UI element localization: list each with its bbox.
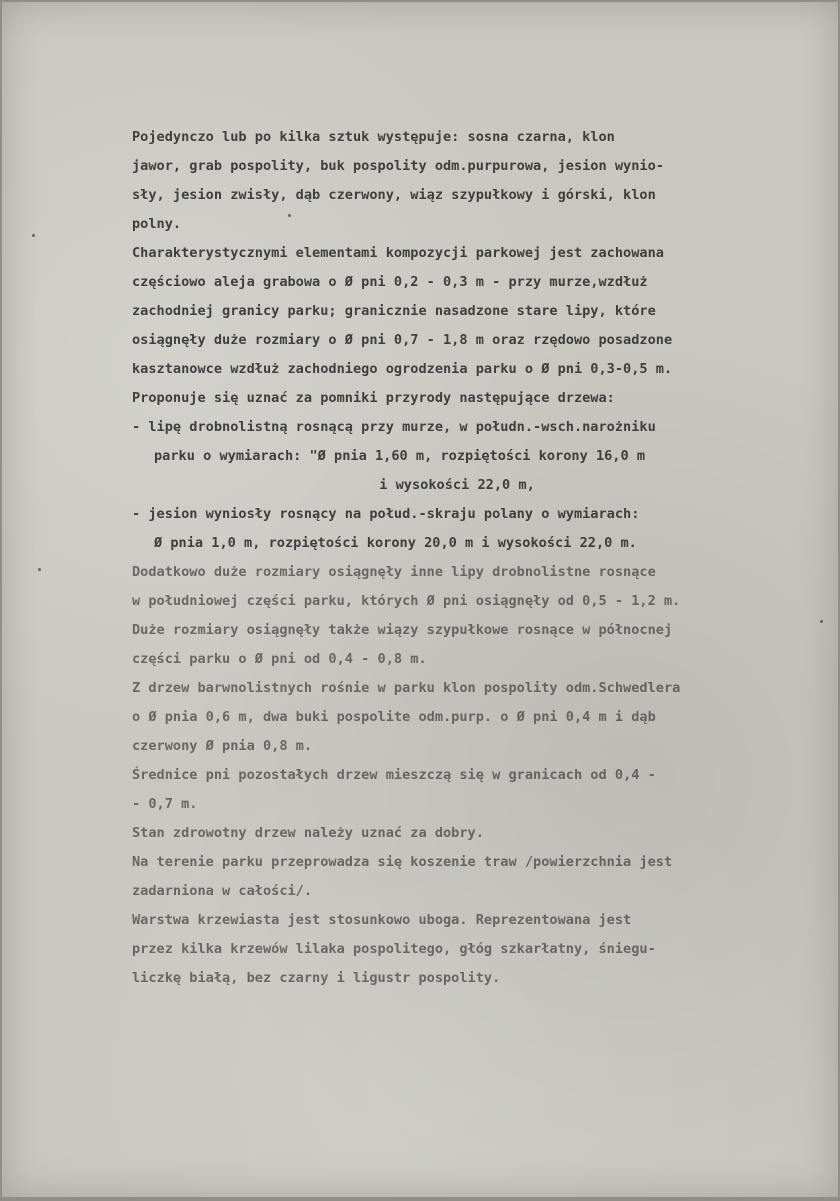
document-body <box>132 123 822 993</box>
text-line: Proponuje się uznać za pomniki przyrody następujące drzewa: <box>132 390 615 406</box>
text-line: kasztanowce wzdłuż zachodniego ogrodzenia parku o Ø pni 0,3-0,5 m. <box>132 361 673 377</box>
text-line: parku o wymiarach: "Ø pnia 1,60 m, rozpiętości korony 16,0 m <box>154 448 646 464</box>
text-line: częściowo aleja grabowa o Ø pni 0,2 - 0,3 m - przy murze,wzdłuż <box>132 274 648 290</box>
text-line: Z drzew barwnolistnych rośnie w parku klon pospolity odm.Schwedlera <box>132 680 681 696</box>
text-line: w południowej części parku, których Ø pni osiągnęły od 0,5 - 1,2 m. <box>132 593 681 609</box>
text-line: osiągnęły duże rozmiary o Ø pni 0,7 - 1,8 m oraz rzędowo posadzone <box>132 332 673 348</box>
text-line: Dodatkowo duże rozmiary osiągnęły inne lipy drobnolistne rosnące <box>132 564 656 580</box>
text-line: liczkę białą, bez czarny i ligustr pospolity. <box>132 970 501 986</box>
paper-speck <box>38 568 41 571</box>
paper-speck <box>32 234 35 237</box>
text-line: zadarniona w całości/. <box>132 883 313 899</box>
text-line: - lipę drobnolistną rosnącą przy murze, w połudn.-wsch.narożniku <box>132 419 656 435</box>
text-line: polny. <box>132 216 182 232</box>
text-line: o Ø pnia 0,6 m, dwa buki pospolite odm.purp. o Ø pni 0,4 m i dąb <box>132 709 656 725</box>
text-line: czerwony Ø pnia 0,8 m. <box>132 738 313 754</box>
text-line: - jesion wyniosły rosnący na połud.-skraju polany o wymiarach: <box>132 506 640 522</box>
text-line: Pojedynczo lub po kilka sztuk występuje: sosna czarna, klon <box>132 129 615 145</box>
text-line: Duże rozmiary osiągnęły także wiązy szypułkowe rosnące w północnej <box>132 622 673 638</box>
text-line: Ø pnia 1,0 m, rozpiętości korony 20,0 m i wysokości 22,0 m. <box>154 535 637 551</box>
text-line: - 0,7 m. <box>132 796 198 812</box>
text-line: części parku o Ø pni od 0,4 - 0,8 m. <box>132 651 427 667</box>
text-line: Stan zdrowotny drzew należy uznać za dobry. <box>132 825 484 841</box>
text-line: przez kilka krzewów lilaka pospolitego, głóg szkarłatny, śniegu- <box>132 941 656 957</box>
text-line: Średnice pni pozostałych drzew mieszczą się w granicach od 0,4 - <box>132 767 656 783</box>
text-line: Warstwa krzewiasta jest stosunkowo uboga. Reprezentowana jest <box>132 912 632 928</box>
text-line: Charakterystycznymi elementami kompozycji parkowej jest zachowana <box>132 245 664 261</box>
text-line: i wysokości 22,0 m, <box>379 477 535 493</box>
text-line: Na terenie parku przeprowadza się koszenie traw /powierzchnia jest <box>132 854 673 870</box>
text-line: zachodniej granicy parku; granicznie nasadzone stare lipy, które <box>132 303 656 319</box>
typewritten-page <box>2 2 838 1197</box>
text-line: sły, jesion zwisły, dąb czerwony, wiąz szypułkowy i górski, klon <box>132 187 656 203</box>
text-line: jawor, grab pospolity, buk pospolity odm.purpurowa, jesion wynio- <box>132 158 664 174</box>
